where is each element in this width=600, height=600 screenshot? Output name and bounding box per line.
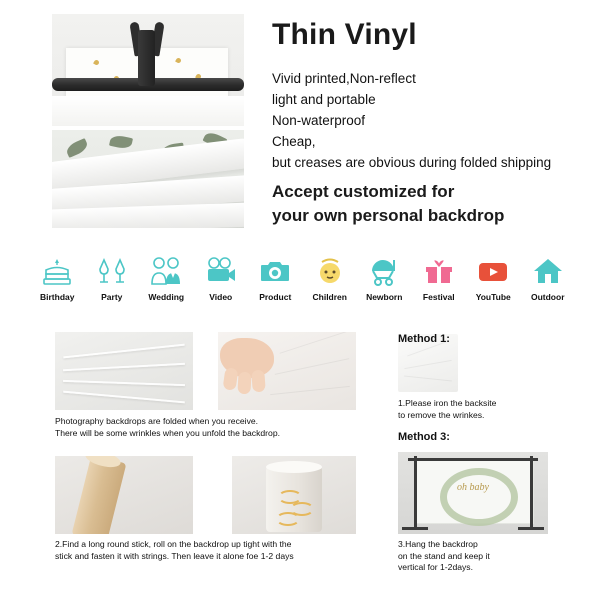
vinyl-curl	[52, 96, 244, 126]
wrinkle	[280, 332, 347, 354]
method-1-text	[398, 398, 548, 421]
leaf-icon	[65, 138, 90, 158]
icon-label: Birthday	[40, 292, 75, 302]
icon-label: Outdoor	[530, 292, 565, 302]
fold-notice	[55, 416, 355, 439]
wrinkle	[270, 386, 350, 395]
use-case-party	[85, 252, 140, 316]
method-3-line: on the stand and keep it	[398, 550, 490, 561]
use-case-outdoor	[521, 252, 576, 316]
customization-note	[272, 180, 504, 228]
stroller-icon	[357, 252, 412, 290]
product-photo-column	[52, 14, 244, 228]
use-case-newborn	[357, 252, 412, 316]
round-stick	[72, 456, 127, 534]
method-3-line: 3.Hang the backdrop	[398, 539, 478, 549]
finger	[237, 372, 251, 395]
camera-icon	[248, 252, 303, 290]
method-3-title: Method 3:	[398, 431, 450, 443]
gift-box-icon	[412, 252, 467, 290]
icon-label: Wedding	[148, 292, 185, 302]
fold-notice-line: Photography backdrops are folded when you receive.	[55, 416, 259, 426]
play-button-icon	[466, 252, 521, 290]
use-case-product	[248, 252, 303, 316]
method-1-line: to remove the wrinkes.	[398, 409, 485, 420]
step-2-line: stick and fasten it with strings. Then leave it alone foe 1-2 days	[55, 550, 294, 561]
house-icon	[521, 252, 576, 290]
wrinkle	[404, 375, 452, 381]
fold-crease	[63, 391, 185, 404]
stand-crossbar	[408, 458, 538, 461]
fold-notice-line: There will be some wrinkles when you unfold the backdrop.	[55, 427, 280, 438]
baby-face-icon	[303, 252, 358, 290]
icon-label: Video	[209, 292, 233, 302]
feature-line: Vivid printed,Non-reflect	[272, 71, 416, 86]
method-1-title: Method 1:	[398, 333, 450, 345]
stand-foot-left	[402, 527, 428, 530]
wrinkle	[275, 358, 350, 375]
step-2-caption	[55, 539, 355, 562]
leaf-icon	[109, 134, 133, 150]
use-case-video	[194, 252, 249, 316]
customization-line: your own personal backdrop	[272, 206, 505, 225]
photo-hand-on-backdrop	[218, 332, 356, 410]
photo-backdrop-on-stand	[398, 452, 548, 534]
photo-rolled-backdrop-tube	[232, 456, 356, 534]
icon-label: Children	[312, 292, 347, 302]
fold-crease	[63, 363, 185, 371]
feature-line: Cheap,	[272, 134, 316, 149]
customization-line: Accept customized for	[272, 182, 455, 201]
top-section	[0, 0, 600, 242]
rolled-backdrop-top	[266, 461, 322, 473]
clamp-icon	[138, 30, 155, 86]
feature-line: light and portable	[272, 92, 376, 107]
page-title: Thin Vinyl	[272, 18, 417, 51]
stand-pole-left	[414, 456, 417, 528]
cake-icon	[30, 252, 85, 290]
photo-rolled-vinyl	[52, 130, 244, 228]
video-camera-icon	[194, 252, 249, 290]
instructions-section	[0, 324, 600, 600]
stand-foot-right	[518, 527, 544, 530]
use-case-festival	[412, 252, 467, 316]
champagne-glasses-icon	[85, 252, 140, 290]
feature-line: Non-waterproof	[272, 113, 366, 128]
icon-label: Newborn	[366, 292, 403, 302]
stand-pole-right	[530, 456, 533, 528]
icon-label: Party	[101, 292, 123, 302]
pattern-squiggle	[276, 512, 300, 526]
icon-label: YouTube	[475, 292, 511, 302]
backdrop-text: oh baby	[457, 482, 489, 493]
method-1-line: 1.Please iron the backsite	[398, 398, 497, 408]
fold-crease	[63, 344, 185, 359]
use-case-birthday	[30, 252, 85, 316]
icon-label: Product	[259, 292, 292, 302]
fold-crease	[63, 380, 185, 386]
finger	[223, 367, 239, 391]
finger	[251, 370, 266, 393]
use-case-icon-strip	[30, 252, 575, 316]
wrinkle	[404, 360, 451, 369]
photo-clamped-vinyl	[52, 14, 244, 126]
photo-folded-backdrop	[55, 332, 193, 410]
feature-line: but creases are obvious during folded shipping	[272, 155, 552, 170]
photo-wooden-stick	[55, 456, 193, 534]
method-3-line: vertical for 1-2days.	[398, 562, 473, 572]
feature-list	[272, 68, 551, 173]
use-case-youtube	[466, 252, 521, 316]
use-case-children	[303, 252, 358, 316]
floral-wreath	[440, 468, 518, 526]
use-case-wedding	[139, 252, 194, 316]
icon-label: Festival	[422, 292, 455, 302]
bride-groom-icon	[139, 252, 194, 290]
step-2-line: 2.Find a long round stick, roll on the backdrop up tight with the	[55, 539, 292, 549]
method-3-text	[398, 539, 548, 574]
